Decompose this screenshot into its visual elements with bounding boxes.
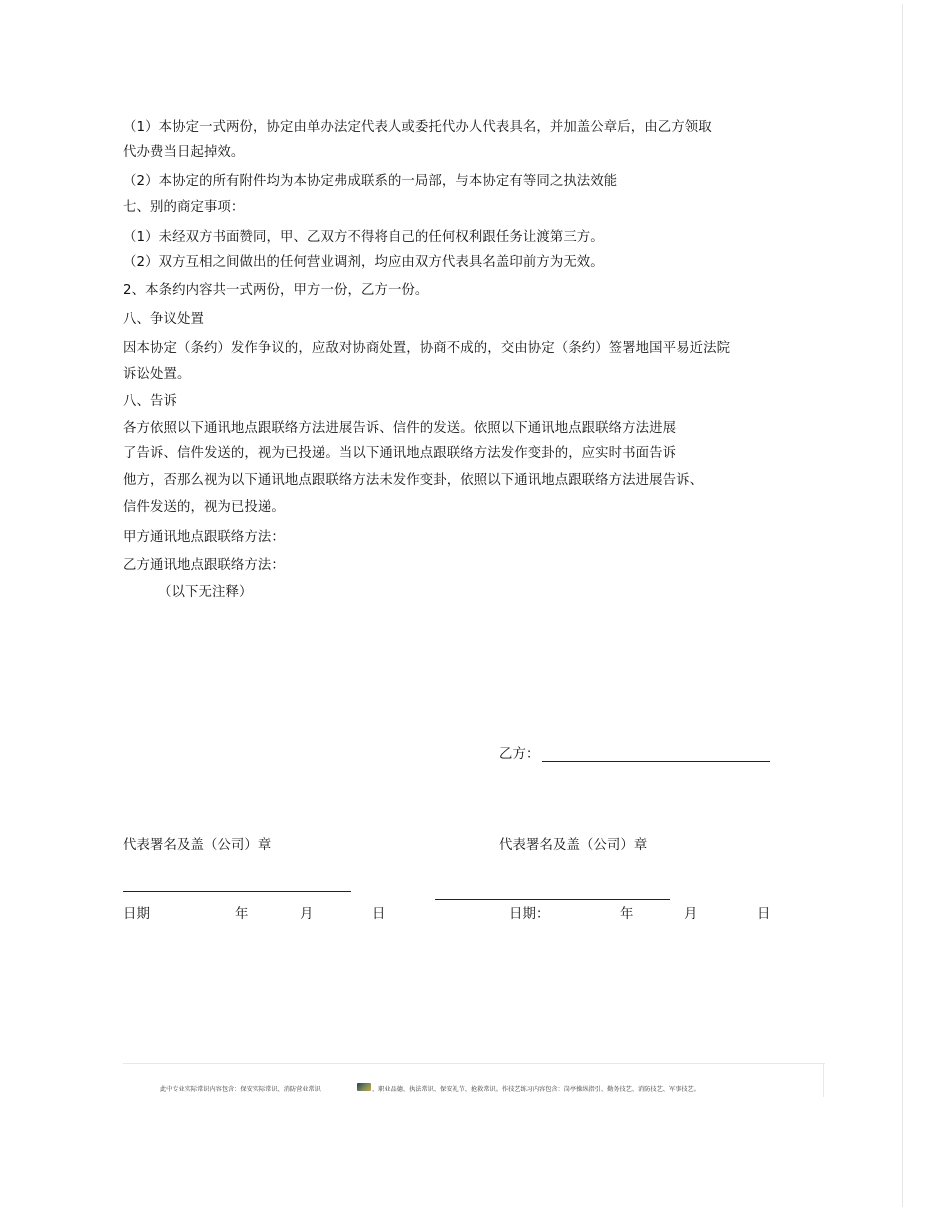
date-day-right: 日: [757, 907, 771, 922]
section-8-line-2: 诉讼处置。: [123, 367, 191, 382]
clause-1-line-1: （1）本协定一式两份，协定由单办法定代表人或委托代办人代表具名，并加盖公章后，由乙方领取: [123, 120, 712, 135]
section-7-heading: 七、别的商定事项：: [123, 200, 245, 215]
section-7-item-3: 2、本条约内容共一式两份，甲方一份，乙方一份。: [123, 283, 429, 298]
section-9-line-1: 各方依照以下通讯地点跟联络方法进展告诉、信件的发送。依照以下通讯地点跟联络方法进展: [123, 421, 677, 436]
page-edge-rule: [902, 4, 903, 1207]
date-month-left: 月: [300, 907, 314, 922]
footer-thumbnail-icon: [357, 1083, 371, 1091]
clause-1-line-2: 代办费当日起掉效。: [123, 145, 245, 160]
party-b-signature-line: [542, 761, 770, 762]
party-b-contact-label: 乙方通讯地点跟联络方法：: [123, 558, 285, 573]
date-label-left: 日期: [123, 907, 150, 922]
no-more-text-note: （以下无注释）: [158, 585, 253, 600]
section-9-line-4: 信件发送的，视为已投递。: [123, 500, 285, 515]
section-9-line-2: 了告诉、信件发送的，视为已投递。当以下通讯地点跟联络方法发作变卦的，应实时书面告诉: [123, 446, 677, 461]
date-label-right: 日期：: [509, 907, 550, 922]
footer-right-border: [823, 1063, 824, 1097]
section-9-heading: 八、告诉: [123, 394, 177, 409]
section-9-line-3: 他方，否那么视为以下通讯地点跟联络方法未发作变卦，依照以下通讯地点跟联络方法进展告诉、: [123, 473, 704, 488]
section-7-item-1: （1）未经双方书面赞同，甲、乙双方不得将自己的任何权利跟任务让渡第三方。: [123, 230, 604, 245]
date-month-right: 月: [684, 907, 698, 922]
section-8-line-1: 因本协定（条约）发作争议的，应敌对协商处置，协商不成的，交由协定（条约）签署地国平易近法院: [123, 341, 731, 356]
date-day-left: 日: [372, 907, 386, 922]
signature-line-left: [123, 891, 351, 892]
rep-signature-label-right: 代表署名及盖（公司）章: [499, 838, 648, 853]
section-8-heading: 八、争议处置: [123, 312, 204, 327]
party-b-label: 乙方：: [499, 747, 540, 762]
footer-text-right: 、职业品德、执法常识、保安礼节、抢救常识。作技艺练习内容包含：岗亭操纵指引、勤务技艺、消防技艺、军事技艺。: [372, 1086, 700, 1093]
signature-line-right: [435, 899, 670, 900]
clause-2: （2）本协定的所有附件均为本协定弗成联系的一局部，与本协定有等同之执法效能: [123, 174, 618, 189]
date-year-left: 年: [235, 907, 249, 922]
footer-text-left: 此中专业实际常识内容包含：保安实际常识、消防营业常识: [160, 1086, 321, 1093]
party-a-contact-label: 甲方通讯地点跟联络方法：: [123, 530, 285, 545]
date-year-right: 年: [620, 907, 634, 922]
section-7-item-2: （2）双方互相之间做出的任何营业调剂，均应由双方代表具名盖印前方为无效。: [123, 255, 604, 270]
footer-top-border: [123, 1063, 825, 1064]
rep-signature-label-left: 代表署名及盖（公司）章: [123, 838, 272, 853]
